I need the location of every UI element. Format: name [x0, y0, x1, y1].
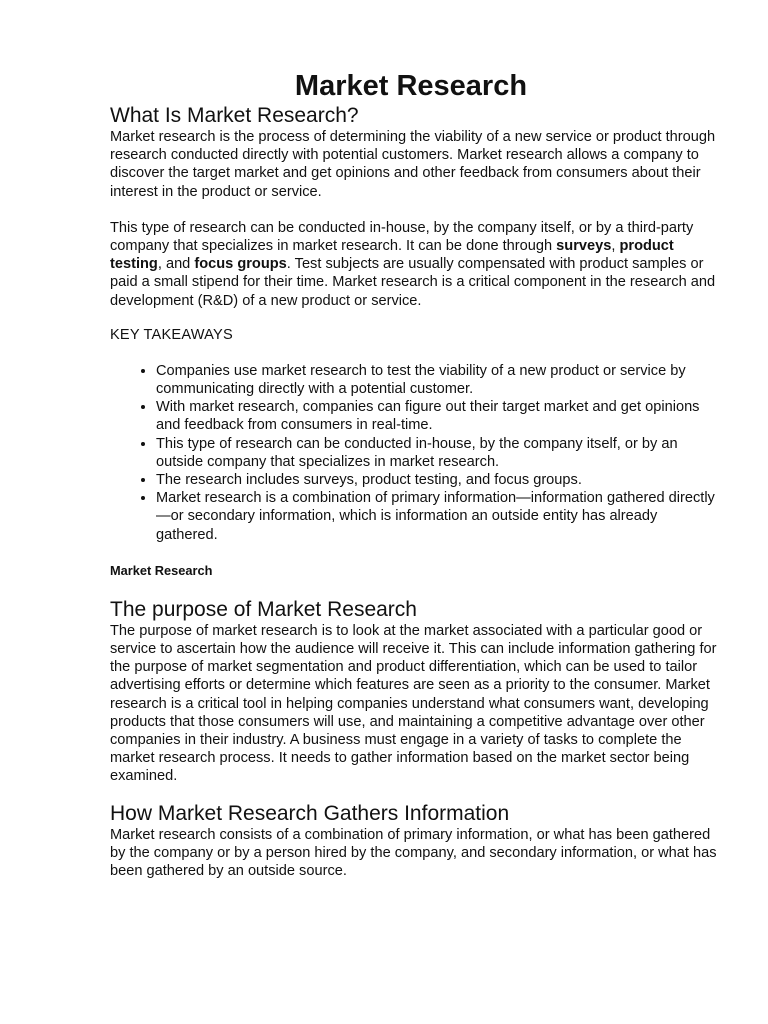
section-heading-what-is: What Is Market Research?	[110, 104, 359, 127]
text-span: ,	[611, 238, 620, 255]
list-item: • This type of research can be conducted in-house, by the company itself, or by an outside company that specializes in market research.	[156, 435, 718, 471]
document-body	[110, 104, 718, 880]
text-span: . Test subjects are usually compensated with product samples or paid a small stipend for their time. Market research is a critical component in the research and development (R&D) of a new product or service.	[110, 256, 716, 309]
section-heading-how: How Market Research Gathers Information	[110, 801, 510, 825]
paragraph-how: Market research consists of a combination of primary information, or what has been gathered by the company or by a person hired by the company, and secondary information, or what has been gathered by an outside source.	[110, 826, 717, 880]
bold-term-surveys: surveys	[556, 238, 612, 255]
paragraph-methods	[110, 219, 718, 310]
text-span: , and	[157, 256, 195, 273]
section-heading-purpose: The purpose of Market Research	[110, 597, 417, 621]
text-span: This type of research can be conducted in-house, by the company itself, or by a third-party company that specializes in market research. It can be done through	[110, 219, 694, 255]
list-item: • Companies use market research to test the viability of a new product or service by communicating directly with a potential customer.	[156, 362, 718, 398]
bold-term-product-testing: product testing	[110, 238, 674, 273]
list-item: • The research includes surveys, product testing, and focus groups.	[156, 471, 718, 489]
paragraph-definition: Market research is the process of determining the viability of a new service or product through research conducted directly with potential customers. Market research allows a company to discover the target market and get opinions and other feedback from consumers about their interest in the product or service.	[110, 129, 716, 200]
list-item: • With market research, companies can figure out their target market and get opinions and feedback from consumers in real-time.	[156, 398, 718, 434]
document-title: Market Research	[294, 70, 528, 102]
list-item: • Market research is a combination of primary information—information gathered directly—or secondary information, which is information an outside entity has already gathered.	[156, 489, 718, 544]
bold-caption: Market Research	[110, 562, 213, 578]
bold-term-focus-groups: focus groups	[194, 256, 287, 273]
key-takeaways-label: KEY TAKEAWAYS	[110, 326, 233, 343]
paragraph-purpose: The purpose of market research is to look at the market associated with a particular good or service to ascertain how the audience will receive it. This can include information gathering for the purpose of market segmentation and product differentiation, which can be used to tailor advertising efforts or determine which features are seen as a priority to the consumer. Market research is a critical tool in helping companies understand what consumers want, developing products that those consumers will use, and maintaining a competitive advantage over other companies in their industry. A business must engage in a variety of tasks to complete the market research process. It needs to gather information based on the market sector being examined.	[110, 622, 717, 785]
key-takeaways-list	[110, 362, 718, 544]
